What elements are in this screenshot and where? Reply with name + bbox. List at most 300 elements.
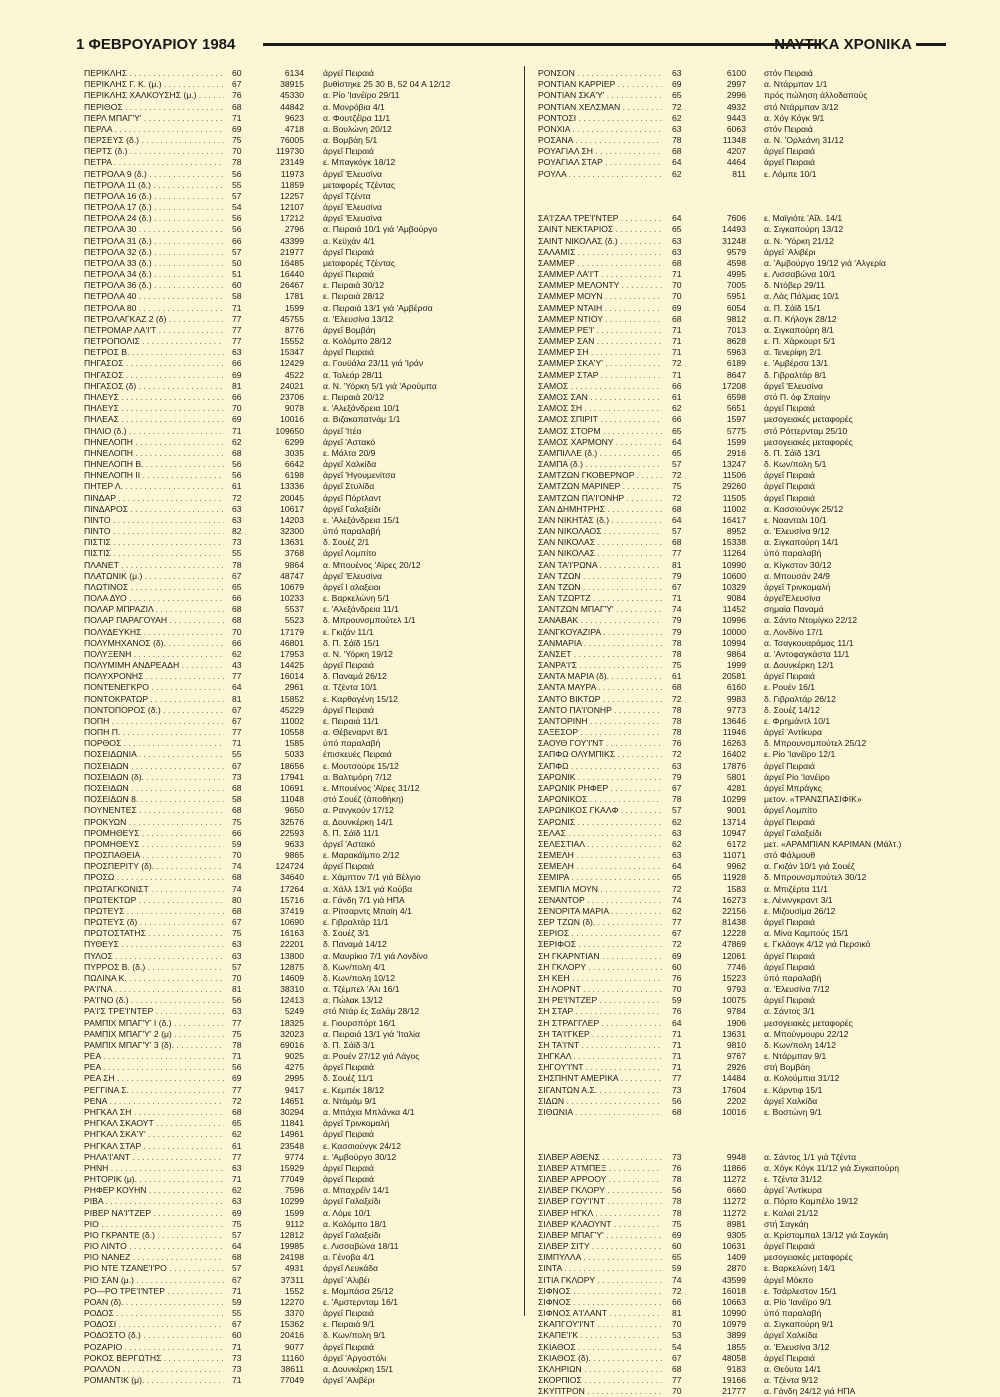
tonnage: 1999 (726, 660, 746, 671)
tonnage: 38915 (280, 79, 304, 90)
ship-entry (538, 135, 958, 146)
tonnage: 14425 (280, 660, 304, 671)
ship-status: άργεΐ 'Ελευσίνα (764, 380, 823, 391)
build-year: 70 (672, 280, 682, 291)
ship-name: ΣΑΝΣΕΤ . . . (538, 649, 662, 660)
tonnage: 6299 (284, 436, 304, 447)
ship-name: ΡΟΚΟΣ ΒΕΡΓΩΤΗΣ . . . (84, 1353, 224, 1364)
ship-entry (84, 805, 509, 816)
ship-status: μεταφορές Τζέντας (323, 257, 396, 268)
ship-status: άργεΐ Μόκπο (764, 1274, 814, 1285)
build-year: 57 (672, 526, 682, 537)
ship-status: δ. Μπρουνσμπούτελ 25/12 (764, 738, 867, 749)
ship-entry (84, 604, 509, 615)
ship-entry (538, 403, 958, 414)
build-year: 63 (672, 123, 682, 134)
tonnage: 9001 (726, 805, 746, 816)
ship-entry (538, 1364, 958, 1375)
ship-status: α. 'Αντοφαγκάστα 11/1 (764, 648, 850, 659)
ship-name: ΣΑΜΜΕΡ ΛΑ'Ι'Τ . . . (538, 269, 662, 280)
build-year: 67 (672, 581, 682, 592)
tonnage: 9812 (726, 313, 746, 324)
build-year: 79 (672, 570, 682, 581)
ship-status: α. Κεϋχάν 4/1 (323, 235, 375, 246)
tonnage: 31248 (722, 235, 746, 246)
ship-status: άργεΐ 'Αστακό (323, 838, 376, 849)
ship-status: ε. Πειραιά 11/1 (323, 715, 379, 726)
ship-name: ΠΕΤΡΟΣ Β. . . . (84, 347, 224, 358)
tonnage: 9767 (726, 1051, 746, 1062)
ship-status: α. Μπούνμουρυ 22/12 (764, 1028, 849, 1039)
ship-status: δ. Γιβραλτάρ 26/12 (764, 693, 836, 704)
ship-name: ΡΗΦΕΡ ΚΟΥΗΝ . . . (84, 1185, 224, 1196)
ship-entry (84, 761, 509, 772)
tonnage: 9077 (284, 1341, 304, 1352)
build-year: 66 (232, 358, 242, 369)
ship-name: ΠΕΡΙΚΛΗΣ ΧΑΛΚΟΥΣΗΣ (μ.) . . . (84, 90, 224, 101)
ship-entry (84, 1040, 509, 1051)
ship-name: ΣΑΜΤΖΩΝ ΓΚΟΒΕΡΝΟΡ . . . (538, 470, 662, 481)
ship-entry (84, 403, 509, 414)
build-year: 68 (672, 257, 682, 268)
build-year: 66 (232, 391, 242, 402)
build-year: 56 (232, 459, 242, 470)
ship-name: ΣΚΑΠΕ'Ι'Κ . . . (538, 1330, 662, 1341)
ship-name: ΣΙΛΒΕΡ ΑΘΕΝΣ . . . (538, 1152, 662, 1163)
ship-status: ε. Μαϊγιότε 'Αΐλ. 14/1 (764, 213, 843, 224)
ship-name: ΣΑΝΤΟ ΒΙΚΤΩΡ . . . (538, 694, 662, 705)
ship-entry (84, 1152, 509, 1163)
tonnage: 11002 (722, 503, 746, 514)
ship-name: ΣΕΜΕΛΗ . . . (538, 850, 662, 861)
ship-name: ΠΕΡΤΣ (δ.) . . . (84, 146, 224, 157)
build-year: 70 (232, 403, 242, 414)
ship-status: άργεΐ 'Αντίκυρα (764, 727, 822, 738)
ship-name: ΡΟΝΤΙΑΝ ΣΚΑ'Υ' . . . (538, 90, 662, 101)
build-year: 82 (232, 526, 242, 537)
tonnage: 18656 (280, 760, 304, 771)
build-year: 70 (232, 972, 242, 983)
build-year: 70 (672, 1386, 682, 1397)
ship-status: α. Σάντος 1/1 γιά Τζέντα (764, 1151, 857, 1162)
ship-name: ΣΚΛΗΡΙΩΝ . . . (538, 1364, 662, 1375)
ship-entry (538, 749, 958, 760)
ship-name: ΠΕΤΡΟΛΑ 24 (δ.) . . . (84, 213, 224, 224)
ship-name: ΡΗΓΚΑΛ ΣΚΑΟΥΤ . . . (84, 1118, 224, 1129)
build-year: 57 (232, 1263, 242, 1274)
tonnage: 7746 (726, 961, 746, 972)
build-year: 76 (672, 1162, 682, 1173)
tonnage: 9983 (726, 693, 746, 704)
ship-name: ΣΗΓΟΥ'Ι'ΝΤ . . . (538, 1062, 662, 1073)
ship-entry (84, 1286, 509, 1297)
ship-entry (84, 694, 509, 705)
tonnage: 10994 (722, 637, 746, 648)
ship-name: ΡΟΖΑΡΙΟ . . . (84, 1342, 224, 1353)
ship-status: α. Φουτζέϊρα 11/1 (323, 112, 391, 123)
build-year: 68 (672, 682, 682, 693)
ship-status: α. Κασσιούνγκ 25/12 (764, 503, 844, 514)
ship-entry (84, 872, 509, 883)
ship-entry (84, 738, 509, 749)
ship-status: άργεΐ 'Αργοστόλι (323, 1352, 387, 1363)
tonnage: 12228 (722, 928, 746, 939)
tonnage: 11859 (280, 179, 304, 190)
ship-entry (84, 749, 509, 760)
build-year: 68 (672, 313, 682, 324)
tonnage: 11452 (722, 604, 746, 615)
ship-name: ΣΑΜΤΖΩΝ ΜΑΡΙΝΕΡ . . . (538, 481, 662, 492)
ship-entry (538, 571, 958, 582)
build-year: 75 (672, 660, 682, 671)
tonnage: 12061 (722, 950, 746, 961)
ship-status: άργεΐ Γαλαξείδι (323, 503, 381, 514)
ship-name: ΡΑΜΠΙΧ ΜΠΑΓ'Υ' 3 (δ). . . . (84, 1040, 224, 1051)
build-year: 62 (672, 905, 682, 916)
build-year: 69 (232, 1073, 242, 1084)
build-year: 61 (672, 671, 682, 682)
build-year: 73 (672, 1151, 682, 1162)
tonnage: 1599 (726, 436, 746, 447)
ship-name: ΠΕΤΡΟΛΑ 32 (δ.) . . . (84, 247, 224, 258)
ship-name: ΣΗ ΣΤΡΑΓΓΛΕΡ . . . (538, 1018, 662, 1029)
build-year: 62 (232, 648, 242, 659)
tonnage: 24198 (280, 1252, 304, 1263)
build-year: 56 (672, 1185, 682, 1196)
ship-entry (538, 1319, 958, 1330)
tonnage: 16018 (722, 1285, 746, 1296)
tonnage: 17212 (280, 213, 304, 224)
ship-status: δ. Σουέζ 3/1 (323, 928, 370, 939)
ship-name: ΣΑΝΤΟ ΠΑ'Ι'ΟΝΗΡ . . . (538, 705, 662, 716)
ship-entry (538, 906, 958, 917)
build-year: 63 (232, 1196, 242, 1207)
ship-entry (84, 828, 509, 839)
build-year: 78 (672, 637, 682, 648)
ship-name: ΣΑΜΤΖΩΝ ΠΑ'Ι'ΟΝΗΡ . . . (538, 493, 662, 504)
tonnage: 9443 (726, 112, 746, 123)
ship-name: ΡΟΝΤΟΣΙ . . . (538, 113, 662, 124)
build-year: 67 (232, 1319, 242, 1330)
build-year: 75 (232, 816, 242, 827)
ship-status: ύπό παραλαβή (323, 738, 381, 749)
ship-name: ΠΡΩΤΑΓΚΟΝΙΣΤ . . . (84, 884, 224, 895)
ship-status: ε. Τσάρλεστον 15/1 (764, 1285, 837, 1296)
ship-name: ΡΟΑΝ (δ). . . . (84, 1297, 224, 1308)
ship-name: ΡΟΜΑΝΤΙΚ (μ). . . . (84, 1375, 224, 1386)
build-year: 71 (672, 1039, 682, 1050)
ship-name: ΣΑΜΟΣ ΣΗ . . . (538, 403, 662, 414)
ship-entry (84, 1364, 509, 1375)
tonnage: 6134 (284, 68, 304, 78)
ship-name: ΣΑΝΤΑ ΜΑΡΙΑ (δ). . . . (538, 671, 662, 682)
ship-status: άργεΐ'Ελευσίνα (764, 593, 821, 604)
ship-name: ΠΡΟΣΩ . . . (84, 872, 224, 883)
ship-entry (538, 593, 958, 604)
ship-status: α. Σάντο Ντομίγκο 22/12 (764, 615, 858, 626)
ship-name: ΡΑΜΠΙΧ ΜΠΑΓ'Υ' 2 (μ) . . . (84, 1029, 224, 1040)
tonnage: 124724 (275, 861, 304, 872)
ship-name: ΡΟΔΟΣ . . . (84, 1308, 224, 1319)
ship-status: άργεΐ Χαλκίδα (323, 459, 377, 470)
build-year: 69 (232, 123, 242, 134)
section-gap (538, 1129, 958, 1140)
tonnage: 10299 (722, 794, 746, 805)
ship-name: ΡΗΛΑ'Ι'ΑΝΤ . . . (84, 1152, 224, 1163)
tonnage: 17876 (722, 760, 746, 771)
build-year: 72 (672, 883, 682, 894)
ship-name: ΠΙΝΤΟ . . . (84, 515, 224, 526)
tonnage: 38611 (280, 1363, 304, 1374)
tonnage: 24021 (280, 380, 304, 391)
build-year: 77 (672, 917, 682, 928)
ship-name: ΠΕΤΡΟΠΟΛΙΣ . . . (84, 336, 224, 347)
tonnage: 38310 (280, 984, 304, 995)
ship-name: ΣΙΛΒΕΡ Α'Ι'ΜΠΕΞ . . . (538, 1163, 662, 1174)
ship-entry (538, 861, 958, 872)
ship-entry (84, 437, 509, 448)
ship-status: πρός πώληση άλλοδαπούς (764, 90, 868, 101)
tonnage: 9784 (726, 1006, 746, 1017)
ship-name: ΣΑΝΤΑ ΜΑΥΡΑ . . . (538, 682, 662, 693)
ship-name: ΣΑΡΩΝΙΚΟΣ . . . (538, 794, 662, 805)
build-year: 78 (232, 1039, 242, 1050)
tonnage: 11841 (280, 1118, 304, 1129)
ship-entry (84, 1353, 509, 1364)
ship-entry (538, 1152, 958, 1163)
ship-status: α. Ρίτσαρντς Μπαίη 4/1 (323, 905, 412, 916)
ship-status: α. Κολούμπια 31/12 (764, 1073, 840, 1084)
ship-status: α. Κολόμπο 28/12 (323, 336, 392, 347)
ship-name: ΣΙΛΒΕΡ ΣΙΤΥ . . . (538, 1241, 662, 1252)
build-year: 60 (232, 280, 242, 291)
ship-name: ΠΗΓΑΣΟΣ . . . (84, 370, 224, 381)
tonnage: 15338 (722, 537, 746, 548)
tonnage: 6198 (284, 470, 304, 481)
ship-status: α. Τολεάρ 28/11 (323, 369, 383, 380)
ship-name: ΣΑΝΤΖΩΝ ΜΠΑΓ'Υ' . . . (538, 604, 662, 615)
tonnage: 10016 (722, 1106, 746, 1117)
tonnage: 6100 (726, 68, 746, 78)
ship-name: ΠΡΩΤΕΥΣ . . . (84, 906, 224, 917)
ship-status: α. Σιγκαπούρη 14/1 (764, 537, 839, 548)
build-year: 78 (232, 559, 242, 570)
ship-name: ΣΗΓΚΑΛ . . . (538, 1051, 662, 1062)
tonnage: 22593 (280, 827, 304, 838)
ship-status: στόν Πειραιά (764, 123, 813, 134)
build-year: 74 (232, 883, 242, 894)
ship-status: άργεΐ Βομβάη (323, 324, 376, 335)
tonnage: 16273 (722, 894, 746, 905)
ship-name: ΡΕΑ ΣΗ . . . (84, 1073, 224, 1084)
ship-status: α. 'Ελευσίνα 9/12 (764, 526, 830, 537)
build-year: 75 (672, 481, 682, 492)
tonnage: 16014 (280, 671, 304, 682)
build-year: 66 (232, 235, 242, 246)
build-year: 72 (672, 1285, 682, 1296)
ship-entry (538, 1107, 958, 1118)
section-gap (538, 180, 958, 191)
build-year: 65 (672, 1252, 682, 1263)
tonnage: 9810 (726, 1039, 746, 1050)
ship-name: ΡΕΓΓΙΝΑ Σ. . . . (84, 1085, 224, 1096)
ship-name: ΣΕΜΠΙΛ ΜΟΥΝ . . . (538, 884, 662, 895)
ship-status: α. Θεόυτα 14/1 (764, 1363, 822, 1374)
ship-entry (538, 828, 958, 839)
ship-status: α. Βιζακαπατνάμ 1/1 (323, 414, 401, 425)
ship-entry (84, 1275, 509, 1286)
build-year: 61 (672, 391, 682, 402)
ship-name: ΠΕΤΡΟΜΑΡ ΛΑ'Ι'Τ . . . (84, 325, 224, 336)
ship-status: ε. 'Αλεξάνδρεια 10/1 (323, 403, 400, 414)
ship-status: α. Γάνδη 7/1 γιά ΗΠΑ (323, 894, 405, 905)
ship-entry (84, 1129, 509, 1140)
ship-name: ΣΗ ΓΚΑΡΝΤΙΑΝ . . . (538, 951, 662, 962)
ship-entry (84, 995, 509, 1006)
ship-name: ΣΑΛΑΜΙΣ . . . (538, 247, 662, 258)
ship-entry (538, 884, 958, 895)
ship-entry (84, 1241, 509, 1252)
ship-status: α. Λόμε 10/1 (323, 1207, 371, 1218)
ship-status: άργεΐ Πειραιά (764, 492, 815, 503)
build-year: 79 (672, 771, 682, 782)
build-year: 75 (672, 1218, 682, 1229)
ship-entry (84, 817, 509, 828)
ship-name: ΣΑΜΟΣ ΣΤΟΡΜ . . . (538, 426, 662, 437)
ship-name: ΣΑΜΠΑ (δ.) . . . (538, 459, 662, 470)
header-rule (263, 43, 820, 46)
ship-status: α. Χάλλ 13/1 γιά Κούβα (323, 883, 413, 894)
ship-entry (84, 1230, 509, 1241)
tonnage: 6660 (726, 1185, 746, 1196)
ship-status: άργεΐ Στυλίδα (323, 481, 375, 492)
build-year: 77 (232, 1084, 242, 1095)
tonnage: 9864 (726, 648, 746, 659)
ship-status: ε. Καρθαγένη 15/12 (323, 693, 398, 704)
right-column (538, 68, 958, 1397)
ship-status: α. Σιγκαπούρη 8/1 (764, 324, 834, 335)
ship-name: ΣΙΛΒΕΡ ΑΡΡΟΟΥ . . . (538, 1174, 662, 1185)
tonnage: 10299 (280, 1196, 304, 1207)
ship-entry (84, 224, 509, 235)
ship-status: ε. Π. Χάρκουρτ 5/1 (764, 336, 836, 347)
tonnage: 15223 (722, 972, 746, 983)
ship-status: α. Κολόμπο 18/1 (323, 1218, 387, 1229)
ship-status: α. Χόγκ Κόγκ 11/12 γιά Σιγκαπούρη (764, 1162, 900, 1173)
tonnage: 11973 (280, 168, 304, 179)
tonnage: 14493 (722, 224, 746, 235)
tonnage: 48747 (280, 570, 304, 581)
build-year: 62 (672, 403, 682, 414)
tonnage: 15347 (280, 347, 304, 358)
ship-name: ΠΛΑΤΩΝΙΚ (μ.) . . . (84, 571, 224, 582)
ship-entry (538, 102, 958, 113)
ship-status: α. Λάς Πάλμας 10/1 (764, 291, 840, 302)
build-year: 64 (672, 514, 682, 525)
build-year: 66 (232, 637, 242, 648)
ship-name: ΡΟΝΧΙΑ . . . (538, 124, 662, 135)
ship-status: άργεΐ Πειραιά (323, 704, 374, 715)
ship-entry (538, 1040, 958, 1051)
ship-status: ε. Κεμπέκ 18/12 (323, 1084, 385, 1095)
ship-name: ΡΕΑ . . . (84, 1051, 224, 1062)
tonnage: 47869 (722, 939, 746, 950)
ship-entry (538, 694, 958, 705)
tonnage: 32023 (280, 1028, 304, 1039)
tonnage: 16163 (280, 928, 304, 939)
tonnage: 4718 (284, 123, 304, 134)
build-year: 79 (672, 615, 682, 626)
ship-name: ΡΟΥΛΑ . . . (538, 169, 662, 180)
build-year: 69 (672, 950, 682, 961)
tonnage: 4931 (284, 1263, 304, 1274)
tonnage: 19985 (280, 1241, 304, 1252)
ship-status: α. Ρουέν 27/12 γιά Λάγος (323, 1051, 420, 1062)
ship-name: ΣΑΜΜΕΡ . . . (538, 258, 662, 269)
tonnage: 5963 (726, 347, 746, 358)
ship-status: βυθίστηκε 25 30 Β, 52 04 Α 12/12 (323, 79, 451, 90)
ship-status: άργεΐ Πειραιά (323, 1341, 374, 1352)
ship-status: ε. Βοστώνη 9/1 (764, 1106, 822, 1117)
build-year: 68 (672, 1106, 682, 1117)
build-year: 59 (672, 995, 682, 1006)
tonnage: 9183 (726, 1363, 746, 1374)
tonnage: 10329 (722, 581, 746, 592)
ship-status: άργεΐ Τζέντα (323, 190, 371, 201)
ship-name: ΣΑΠΦΩ ΟΛΥΜΠΙΚΣ . . . (538, 749, 662, 760)
ship-name: ΣΑΝΑΒΑΚ . . . (538, 615, 662, 626)
tonnage: 10979 (722, 1319, 746, 1330)
ship-entry (84, 1073, 509, 1084)
build-year: 64 (672, 861, 682, 872)
ship-status: α. Βαλτιμόρη 7/12 (323, 771, 392, 782)
page-header (76, 36, 946, 58)
ship-status: άργεΐ 'Αλιβέι (323, 1274, 370, 1285)
build-year: 67 (672, 1352, 682, 1363)
tonnage: 10233 (280, 593, 304, 604)
ship-status: α. 'Ελευσίνα 13/12 (323, 313, 394, 324)
ship-status: ε. Μπαγκόγκ 18/12 (323, 157, 396, 168)
ship-entry (538, 325, 958, 336)
ship-entry (84, 191, 509, 202)
ship-status: ε. Γκιζάν 11/1 (323, 626, 374, 637)
ship-entry (84, 426, 509, 437)
ship-entry (538, 414, 958, 425)
tonnage: 9078 (284, 403, 304, 414)
tonnage: 26467 (280, 280, 304, 291)
ship-name: ΣΚΥΠΤΡΟΝ . . . (538, 1386, 662, 1397)
build-year: 81 (232, 693, 242, 704)
ship-entry (538, 1051, 958, 1062)
ship-status: α. Τζέντα 10/1 (323, 682, 378, 693)
build-year: 43 (232, 660, 242, 671)
tonnage: 22201 (280, 939, 304, 950)
ship-status: ε. Βαρκελώνη 14/1 (764, 1263, 836, 1274)
tonnage: 11946 (722, 727, 746, 738)
ship-status: στή Σαγκάη (764, 1218, 809, 1229)
ship-entry (84, 470, 509, 481)
build-year: 75 (232, 1028, 242, 1039)
tonnage: 1552 (284, 1285, 304, 1296)
tonnage: 9948 (726, 1151, 746, 1162)
build-year: 70 (232, 146, 242, 157)
ship-name: ΣΑΡΩΝΙΣ . . . (538, 817, 662, 828)
ship-status: άργεΐ 'Ιτέα (323, 425, 362, 436)
ship-status: α. Σιγκαπούρη 9/1 (764, 1319, 834, 1330)
build-year: 62 (232, 436, 242, 447)
ship-entry (84, 146, 509, 157)
tonnage: 16440 (280, 269, 304, 280)
